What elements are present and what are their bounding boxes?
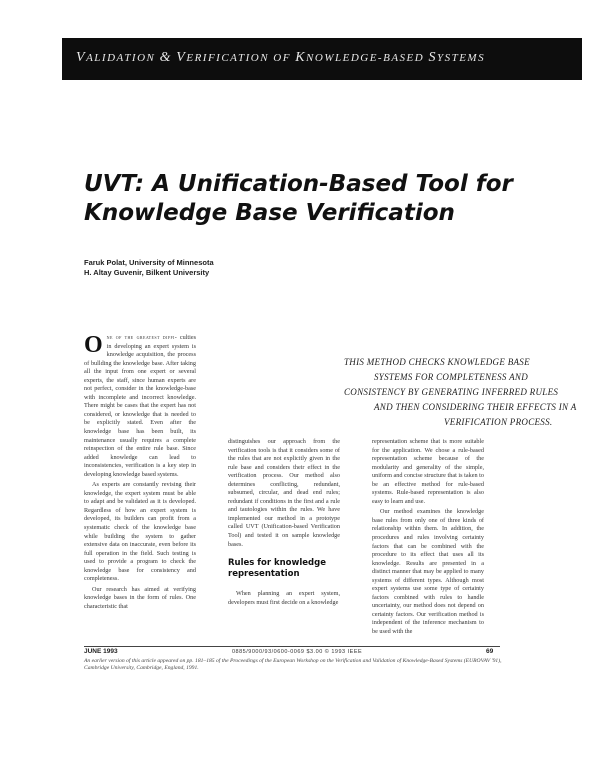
article-title: UVT: A Unification-Based Tool for Knowledge Base Verification [84,171,513,226]
pull-quote-line: THIS METHOD CHECKS KNOWLEDGE BASE [344,357,530,367]
body-paragraph: When planning an expert system, developers must first decide on a knowledge [228,590,340,606]
pull-quote-line: SYSTEMS FOR COMPLETENESS AND [374,372,528,382]
body-paragraph: As experts are constantly revising their knowledge, the expert system must be able to adapt and be validated as it is developed. Regardless of how an expert system is developed, its builders can profit from a systematic check of the knowledge base while building the system to gather extensive data on inaccurate, even before its full operation in the field. Such testing is used to provide a program to check the knowledge base for consistency and completeness. [84,481,196,583]
banner-initial-3: K [295,50,307,65]
series-banner-text [76,50,485,66]
banner-initial-2: V [176,50,187,65]
pull-quote-line: CONSISTENCY BY GENERATING INFERRED RULES [344,387,559,397]
section-heading: Rules for knowledge representation [228,558,326,579]
body-paragraph [84,334,196,479]
copyright-line: 0885/9000/93/0600-0069 $3.00 © 1993 IEEE [232,649,363,655]
series-banner [62,38,582,80]
body-column-1 [84,334,196,642]
banner-word-3: NOWLEDGE-BASED [306,52,425,64]
footnote: An earlier version of this article appeared on pp. 181–185 of the Proceedings of the European Workshop on the Verification and Validation of Knowledge-Based Systems (EUROVAV '91), Cambridge University, Cambridge, England, 1991. [84,658,502,671]
issue-date: JUNE 1993 [84,648,118,655]
pull-quote-line: VERIFICATION PROCESS. [444,417,553,427]
body-column-2 [228,438,340,548]
pull-quote-line: AND THEN CONSIDERING THEIR EFFECTS IN A [374,402,577,412]
page-number: 69 [486,648,494,655]
body-column-3 [372,438,484,642]
author-line: H. Altay Guvenir, Bilkent University [84,268,210,277]
banner-word-4: YSTEMS [436,52,486,64]
body-paragraph: Our research has aimed at verifying knowledge bases in the form of rules. One characteristic that [84,585,196,610]
body-paragraph: Our method examines the knowledge base rules from only one of three kinds of relationship within them. In addition, the procedures and rules involving certainty factors that can be combined with the procedure to its effect that uses all its knowledge. Results are presented in a distinct manner that may be applied to many systems of different types. Although most expert systems use some type of certainty factors combined with rules to handle uncertainty, our method does not depend on certainty factors. Our verification method is independent of the inference mechanism to be used with the [372,508,484,636]
banner-word-1: ALIDATION [86,52,156,64]
body-paragraph: representation scheme that is more suitable for the application. We chose a rule-based representation scheme because of the modularity and generality of the simple, uniform and concise structure that is taken to be an effective method for rule-based systems. Rule-based representation is also easy to learn and use. [372,438,484,505]
banner-word-2: ERIFICATION OF [186,52,291,64]
banner-initial-4: S [428,50,437,65]
body-paragraph: distinguishes our approach from the verification tools is that it considers some of the rules that are not explicitly given in the rule base and considers their effect in the verification process. Our method also determines conflicting, redundant, subsumed, circular, and dead end rules; redundant if conditions in the first and a rule and tautologies within the rules. We have implemented our method in a prototype called UVT (Unification-based Verification Tool) and tested it on sample knowledge bases. [228,438,340,548]
lead-in: ne of the greatest diffi- [106,334,178,341]
drop-cap: O [84,332,103,358]
footer-divider [84,646,500,647]
banner-initial-1: V [76,50,87,65]
author-line: Faruk Polat, University of Minnesota [84,258,214,267]
body-column-2-continued [228,590,340,642]
pull-quote [344,355,577,430]
paragraph-text: culties in developing an expert system is knowledge acquisition, the process of bullding the knowledge base. After taking all the input from one expert or several experts, the staff, since human experts are not perfect, consider in the knowledge-base with incomplete and incorrect knowledge. There might be cases that the expert has not considered, or knowledge that is needed to be explicitly stated. Even after the knowledge base has been built, its maintenance usually requires a complete reinspection of the entire rule base. Since added knowledge can lead to inconsistencies, verification is a key step in developing knowledge based systems. [84,334,196,478]
author-list [84,258,214,278]
banner-ampersand: & [159,50,173,65]
